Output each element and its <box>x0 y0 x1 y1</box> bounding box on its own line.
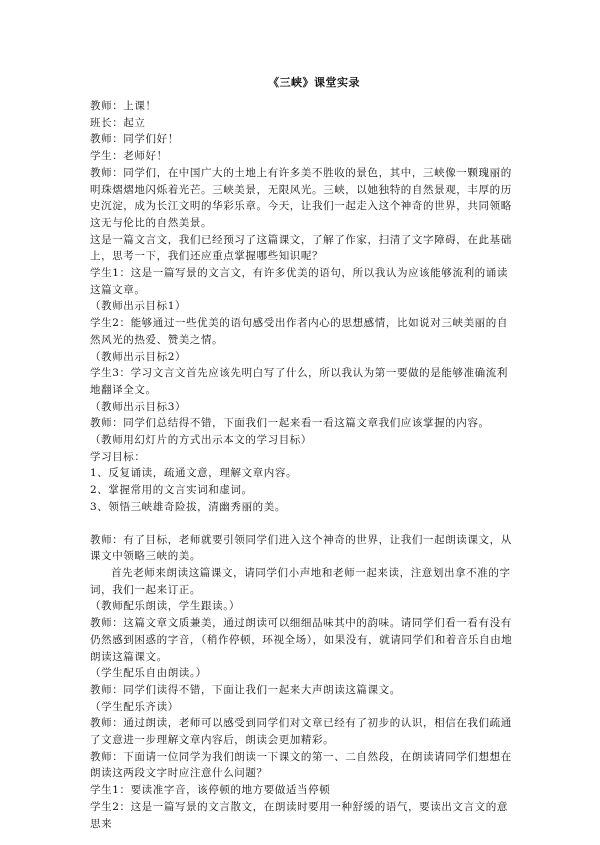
dialogue-paragraph: 教师：同学们总结得不错，下面我们一起来看一看这篇文章我们应该掌握的内容。 <box>90 417 490 430</box>
stage-direction: （教师出示目标3） <box>90 400 187 413</box>
dialogue-paragraph: 教师：这篇文章文质兼美，通过朗读可以细细品味其中的韵味。请同学们看一看有没有仍然感到困惑的字音，（稍作停顿，环视全场），如果没有，就请同学们和着音乐自由地朗读这篇课文。 <box>90 617 513 663</box>
dialogue-line: 学生：老师好！ <box>90 150 168 163</box>
section-label: 学习目标： <box>90 450 146 463</box>
dialogue-paragraph: 学生1：这是一篇写景的文言文，有许多优美的语句，所以我认为应该能够流利的诵读这篇文章。 <box>90 267 508 296</box>
stage-direction: （教师出示目标2） <box>90 350 187 363</box>
blank-line <box>90 516 518 532</box>
goal-item: 1、反复诵读，疏通文意，理解文章内容。 <box>90 467 298 480</box>
dialogue-line: 教师：上课！ <box>90 100 157 112</box>
goal-item: 3、领悟三峡雄奇险拔，清幽秀丽的美。 <box>90 500 286 513</box>
dialogue-paragraph: 这是一篇文言文，我们已经预习了这篇课文，了解了作家，扫清了文字障碍，在此基础上，思考一下，我们还应重点掌握哪些知识呢？ <box>90 233 512 263</box>
stage-direction: （教师配乐朗读，学生跟读。） <box>90 600 241 613</box>
stage-direction: （教师用幻灯片的方式出示本文的学习目标） <box>90 434 312 447</box>
dialogue-paragraph: 学生2：能够通过一些优美的语句感受出作者内心的思想感情，比如说对三峡美丽的自然风光的热爱、赞美之情。 <box>90 317 508 346</box>
dialogue-paragraph: 首先老师来朗读这篇课文，请同学们小声地和老师一起来读，注意划出拿不准的字词，我们一起来订正。 <box>90 566 511 596</box>
dialogue-line: 教师：同学们好！ <box>90 133 179 146</box>
dialogue-paragraph: 学生3：学习文言文首先应该先明白写了什么，所以我认为第一要做的是能够准确流利地翻译全文。 <box>90 367 508 396</box>
dialogue-paragraph: 教师：同学们，在中国广大的土地上有许多美不胜收的景色，其中，三峡像一颗瑰丽的明珠熠熠地闪烁着光芒。三峡美景，无限风光。三峡，以她独特的自然景观，丰厚的历史沉淀，成为长江文明的华彩乐章。今天，让我们一起走入这个神奇的世界，共同领略这无与伦比的自然美景。 <box>90 166 512 229</box>
stage-direction: （学生配乐自由朗读。） <box>90 667 207 680</box>
dialogue-paragraph: 教师：有了目标，老师就要引领同学们进入这个神奇的世界，让我们一起朗读课文，从课文中领略三峡的美。 <box>90 533 512 563</box>
document-page <box>90 74 518 832</box>
dialogue-paragraph: 教师：同学们读得不错，下面让我们一起来大声朗读这篇课文。 <box>90 683 401 696</box>
stage-direction: （学生配乐齐读） <box>90 700 179 713</box>
goal-item: 2、掌握常用的文言实词和虚词。 <box>90 484 253 497</box>
dialogue-paragraph: 教师：通过朗读，老师可以感受到同学们对文章已经有了初步的认识，相信在我们疏通了文意进一步理解文章内容后，朗读会更加精彩。 <box>90 717 512 747</box>
document-title: 《三峡》课堂实录 <box>268 76 360 89</box>
stage-direction: （教师出示目标1） <box>90 300 187 313</box>
dialogue-paragraph: 学生2：这是一篇写景的文言散文，在朗读时要用一种舒缓的语气，要读出文言文的意思来 <box>90 800 508 830</box>
dialogue-paragraph: 教师：下面请一位同学为我们朗读一下课文的第一、二自然段，在朗读请同学们想想在朗读这两段文字时应注意什么问题？ <box>90 750 512 780</box>
dialogue-line: 班长：起立 <box>90 116 146 129</box>
dialogue-paragraph: 学生1：要读准字音，该停顿的地方要做适当停顿 <box>90 784 331 797</box>
